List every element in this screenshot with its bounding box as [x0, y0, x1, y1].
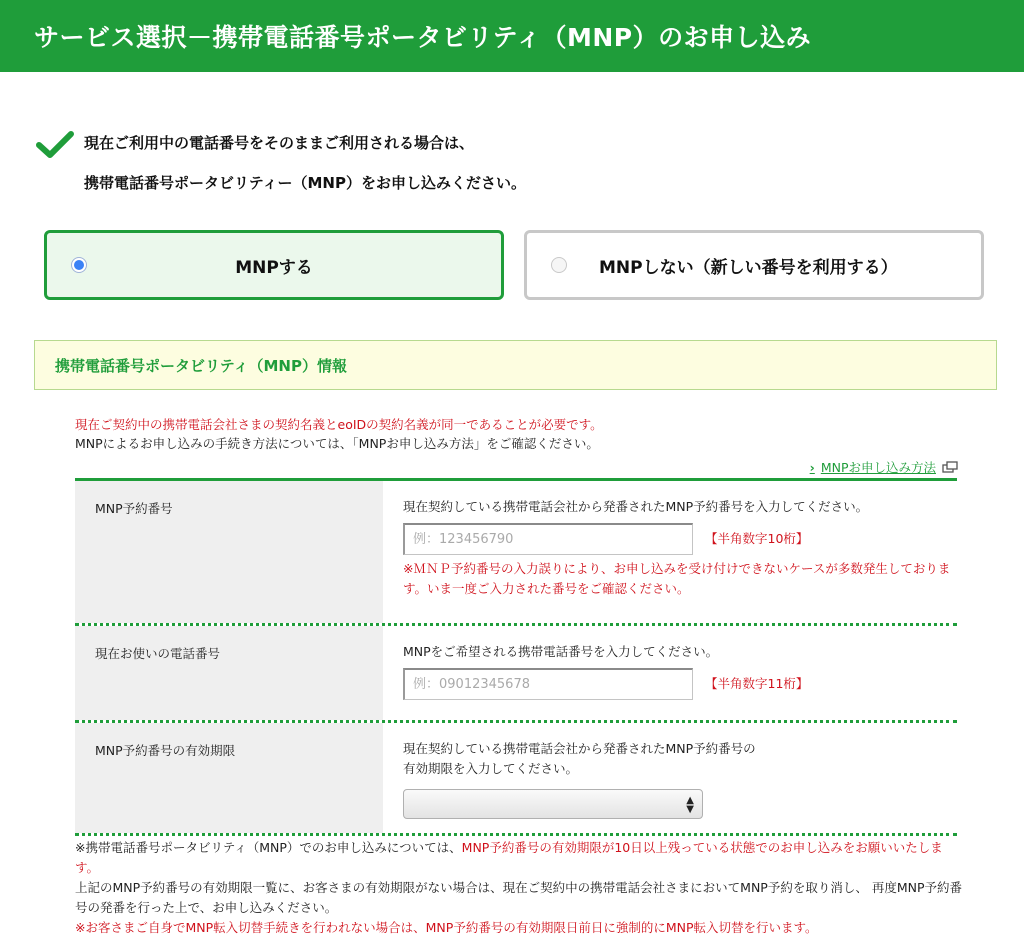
mnp-help-link-label: MNPお申し込み方法 — [820, 460, 936, 475]
external-window-icon — [942, 461, 958, 473]
current-phone-body — [383, 626, 957, 720]
reservation-number-input[interactable] — [403, 523, 693, 555]
option-mnp-yes-label: MNPする — [235, 257, 313, 278]
option-mnp-no[interactable] — [524, 230, 984, 300]
row-current-phone — [75, 626, 957, 720]
radio-selected-icon[interactable] — [71, 257, 87, 273]
current-phone-hint: 【半角数字11桁】 — [705, 676, 809, 691]
intro-line-2: 携帯電話番号ポータビリティー（MNP）をお申し込みください。 — [84, 174, 526, 192]
select-arrows-icon: ▲ ▼ — [686, 795, 694, 815]
option-mnp-yes[interactable] — [44, 230, 504, 300]
reservation-number-warning: ※ＭＮＰ予約番号の入力誤りにより、お申し込みを受け付けできないケースが多数発生しております。いま一度ご入力された番号をご確認ください。 — [403, 561, 951, 596]
chevron-right-icon: › — [809, 459, 815, 475]
row-divider — [75, 833, 957, 836]
expiry-date-select[interactable] — [403, 789, 703, 819]
footnote-part3-red: ※お客さまご自身でMNP転入切替手続きを行われない場合は、MNP予約番号の有効期限日前日に強制的にMNP転入切替を行います。 — [75, 920, 818, 935]
mnp-notice — [75, 415, 955, 453]
page-header — [0, 0, 1024, 72]
notice-red-text: 現在ご契約中の携帯電話会社さまの契約名義とeoIDの契約名義が同一であることが必要です。 — [75, 417, 603, 432]
section-title: 携帯電話番号ポータビリティ（MNP）情報 — [55, 356, 347, 375]
current-phone-input[interactable] — [403, 668, 693, 700]
expiry-date-label: MNP予約番号の有効期限 — [75, 723, 383, 833]
radio-unselected-icon[interactable] — [551, 257, 567, 273]
expiry-date-desc-1: 現在契約している携帯電話会社から発番されたMNP予約番号の — [403, 741, 756, 756]
option-mnp-no-label: MNPしない（新しい番号を利用する） — [599, 257, 898, 278]
reservation-number-desc: 現在契約している携帯電話会社から発番されたMNP予約番号を入力してください。 — [403, 499, 869, 514]
notice-text: MNPによるお申し込みの手続き方法については、「MNPお申し込み方法」をご確認ください。 — [75, 436, 599, 451]
page-title: サービス選択－携帯電話番号ポータビリティ（MNP）のお申し込み — [34, 23, 812, 52]
mnp-form-table — [75, 478, 957, 836]
row-expiry-date — [75, 723, 957, 833]
intro-line-1: 現在ご利用中の電話番号をそのままご利用される場合は、 — [84, 134, 475, 152]
reservation-number-hint: 【半角数字10桁】 — [705, 531, 809, 546]
current-phone-label: 現在お使いの電話番号 — [75, 626, 383, 720]
expiry-date-body — [383, 723, 957, 833]
current-phone-desc: MNPをご希望される携帯電話番号を入力してください。 — [403, 644, 719, 659]
expiry-date-desc-2: 有効期限を入力してください。 — [403, 761, 579, 776]
mnp-help-link[interactable] — [810, 458, 958, 476]
row-reservation-number — [75, 478, 957, 623]
footnote — [75, 838, 965, 938]
reservation-number-label: MNP予約番号 — [75, 481, 383, 623]
checkmark-icon — [36, 130, 74, 160]
footnote-part1: ※携帯電話番号ポータビリティ（MNP）でのお申し込みについては、 — [75, 840, 462, 855]
reservation-number-body — [383, 481, 957, 623]
footnote-part2: 上記のMNP予約番号の有効期限一覧に、お客さまの有効期限がない場合は、現在ご契約中の携帯電話会社さまにおいてMNP予約を取り消し、 再度MNP予約番号の発番を行った上で、お申し込みください。 — [75, 880, 962, 915]
footnote-part1-red: MNP予約番号の有効期限が10日以上残っている状態でのお申し込みをお願いいたします。 — [75, 840, 943, 875]
section-header — [34, 340, 997, 390]
